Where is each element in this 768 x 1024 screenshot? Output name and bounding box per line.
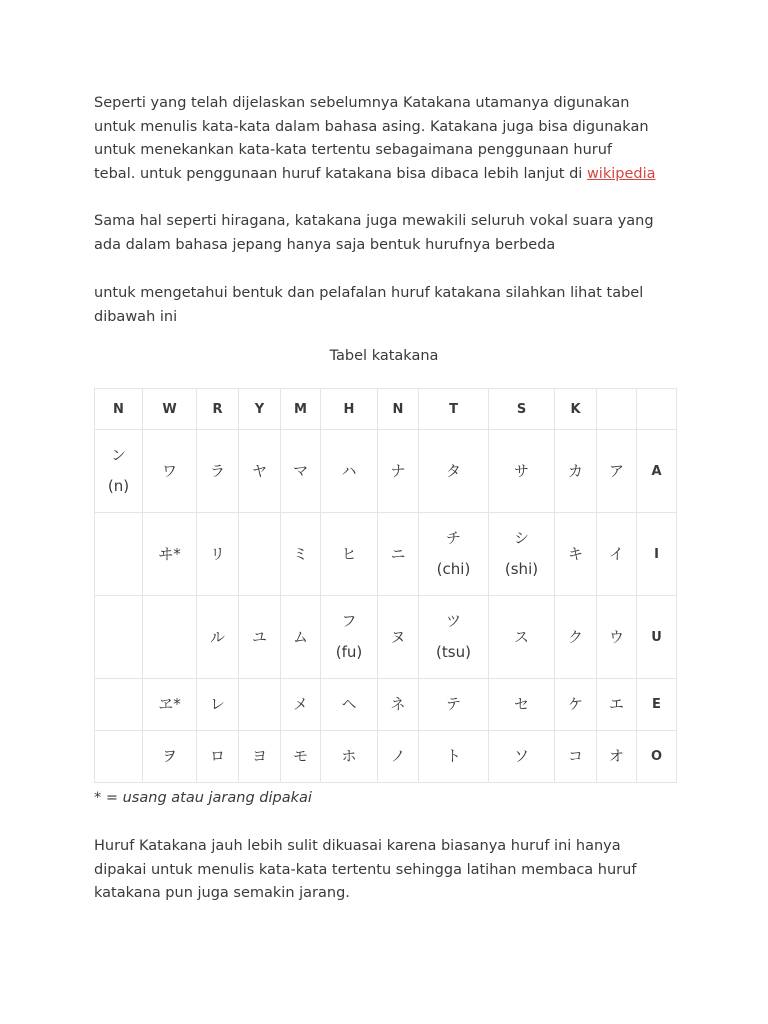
- column-header: W: [143, 389, 197, 430]
- intro-paragraph: [94, 92, 694, 186]
- table-intro-paragraph: [94, 282, 694, 329]
- kana-cell: [321, 731, 378, 783]
- vowel-cell: [637, 513, 677, 596]
- kana-char: ウ: [608, 627, 624, 646]
- kana-char: セ: [513, 695, 529, 713]
- kana-cell: [555, 596, 597, 679]
- kana-cell: [555, 513, 597, 596]
- kana-cell: [419, 679, 489, 731]
- katakana-table: [94, 388, 677, 783]
- kana-char: ヌ: [390, 627, 406, 646]
- kana-char: ク: [567, 627, 583, 646]
- kana-char: レ: [209, 695, 225, 713]
- kana-cell: [321, 430, 378, 513]
- kana-cell: [555, 731, 597, 783]
- kana-char: ハ: [341, 461, 357, 480]
- kana-cell: [95, 731, 143, 783]
- kana-cell: [281, 596, 321, 679]
- kana-cell: [197, 596, 239, 679]
- kana-char: エ: [608, 695, 624, 713]
- kana-cell: [419, 430, 489, 513]
- kana-char: ホ: [341, 747, 357, 765]
- kana-cell: [555, 430, 597, 513]
- table-intro-line-2: dibawah ini: [94, 308, 178, 325]
- column-header: N: [378, 389, 419, 430]
- kana-char: ワ: [161, 461, 177, 480]
- kana-char: ソ: [513, 747, 529, 765]
- kana-cell: [378, 731, 419, 783]
- closing-line-3: katakana pun juga semakin jarang.: [94, 885, 350, 901]
- kana-char: ヰ*: [158, 544, 181, 563]
- kana-cell: [378, 430, 419, 513]
- column-header: K: [555, 389, 597, 430]
- vowel-line-2: ada dalam bahasa jepang hanya saja bentuk hurufnya berbeda: [94, 236, 556, 253]
- kana-char: ス: [513, 627, 529, 646]
- kana-char: テ: [445, 695, 461, 713]
- kana-cell: [555, 679, 597, 731]
- table-intro-line-1: untuk mengetahui bentuk dan pelafalan huruf katakana silahkan lihat tabel: [94, 285, 644, 301]
- table-row: [95, 731, 677, 783]
- kana-cell: [321, 596, 378, 679]
- column-header: S: [489, 389, 555, 430]
- intro-line-3: untuk menekankan kata-kata tertentu sebagaimana penggunaan huruf: [94, 142, 613, 158]
- kana-char: E: [652, 697, 661, 712]
- kana-cell: [378, 596, 419, 679]
- kana-romaji: (tsu): [436, 643, 471, 661]
- kana-char: イ: [608, 544, 624, 563]
- kana-char: ン: [110, 446, 126, 464]
- column-header: N: [95, 389, 143, 430]
- column-header: H: [321, 389, 378, 430]
- kana-char: ミ: [292, 544, 308, 563]
- kana-cell: [239, 731, 281, 783]
- intro-line-2: untuk menulis kata-kata dalam bahasa asing. Katakana juga bisa digunakan: [94, 118, 649, 135]
- kana-cell: [378, 513, 419, 596]
- kana-char: オ: [608, 747, 624, 765]
- table-header-row: [95, 389, 677, 430]
- kana-char: キ: [567, 544, 583, 563]
- kana-char: U: [651, 629, 662, 645]
- kana-cell: [419, 513, 489, 596]
- kana-cell: [489, 430, 555, 513]
- kana-romaji: (n): [107, 477, 130, 495]
- kana-char: I: [654, 546, 659, 562]
- kana-romaji: (fu): [335, 643, 363, 661]
- kana-cell: [197, 513, 239, 596]
- kana-char: シ: [513, 529, 529, 547]
- kana-cell: [321, 679, 378, 731]
- kana-char: ヱ*: [158, 695, 181, 713]
- kana-cell: [597, 430, 637, 513]
- vowel-cell: [637, 679, 677, 731]
- kana-char: A: [651, 463, 662, 479]
- kana-char: ロ: [209, 747, 225, 765]
- kana-cell: [143, 679, 197, 731]
- kana-char: ラ: [209, 461, 225, 480]
- intro-line-4: tebal. untuk penggunaan huruf katakana bisa dibaca lebih lanjut di: [94, 165, 587, 182]
- kana-char: モ: [292, 747, 308, 765]
- kana-char: O: [650, 749, 663, 764]
- column-header: R: [197, 389, 239, 430]
- kana-char: ケ: [567, 695, 583, 713]
- kana-char: マ: [292, 461, 308, 480]
- kana-cell: [378, 679, 419, 731]
- kana-char: ノ: [390, 747, 406, 765]
- kana-char: サ: [513, 461, 529, 480]
- kana-romaji: (shi): [504, 560, 539, 578]
- column-header: Y: [239, 389, 281, 430]
- table-row: [95, 679, 677, 731]
- kana-cell: [419, 731, 489, 783]
- closing-line-1: Huruf Katakana jauh lebih sulit dikuasai karena biasanya huruf ini hanya: [94, 838, 621, 854]
- kana-char: ヒ: [341, 544, 357, 563]
- kana-cell: [143, 430, 197, 513]
- closing-line-2: dipakai untuk menulis kata-kata tertentu sehingga latihan membaca huruf: [94, 861, 637, 878]
- kana-cell: [239, 513, 281, 596]
- kana-char: ヨ: [251, 747, 267, 765]
- kana-cell: [597, 679, 637, 731]
- kana-cell: [281, 731, 321, 783]
- kana-char: コ: [567, 747, 583, 765]
- kana-cell: [197, 679, 239, 731]
- kana-cell: [489, 596, 555, 679]
- kana-cell: [597, 731, 637, 783]
- kana-cell: [597, 513, 637, 596]
- kana-char: ト: [445, 747, 461, 765]
- kana-cell: [95, 430, 143, 513]
- kana-char: ム: [292, 627, 308, 646]
- kana-cell: [489, 679, 555, 731]
- kana-cell: [95, 679, 143, 731]
- kana-char: フ: [341, 612, 357, 630]
- kana-char: チ: [445, 529, 461, 547]
- vowel-cell: [637, 430, 677, 513]
- kana-char: ア: [608, 461, 624, 480]
- kana-char: タ: [445, 461, 461, 480]
- kana-cell: [197, 430, 239, 513]
- kana-cell: [143, 596, 197, 679]
- kana-cell: [281, 679, 321, 731]
- kana-char: ヤ: [251, 461, 267, 480]
- kana-cell: [239, 679, 281, 731]
- kana-char: ネ: [390, 695, 406, 713]
- kana-cell: [281, 430, 321, 513]
- kana-cell: [239, 596, 281, 679]
- kana-cell: [489, 513, 555, 596]
- kana-romaji: (chi): [436, 560, 471, 578]
- column-header: [637, 389, 677, 430]
- kana-char: ツ: [445, 612, 461, 630]
- kana-char: メ: [292, 695, 308, 713]
- kana-cell: [321, 513, 378, 596]
- kana-cell: [419, 596, 489, 679]
- table-caption: Tabel katakana: [329, 348, 439, 364]
- kana-cell: [597, 596, 637, 679]
- kana-cell: [95, 513, 143, 596]
- kana-char: ニ: [390, 544, 406, 563]
- kana-cell: [197, 731, 239, 783]
- kana-char: カ: [567, 461, 583, 480]
- table-footnote: * = usang atau jarang dipakai: [94, 790, 312, 806]
- vowel-paragraph: [94, 210, 694, 257]
- column-header: [597, 389, 637, 430]
- kana-cell: [95, 596, 143, 679]
- kana-cell: [281, 513, 321, 596]
- vowel-cell: [637, 731, 677, 783]
- intro-line-1: Seperti yang telah dijelaskan sebelumnya Katakana utamanya digunakan: [94, 95, 630, 111]
- kana-char: ヘ: [341, 695, 357, 713]
- kana-cell: [143, 513, 197, 596]
- vowel-line-1: Sama hal seperti hiragana, katakana juga mewakili seluruh vokal suara yang: [94, 213, 654, 229]
- kana-char: ル: [209, 627, 225, 646]
- kana-char: ユ: [251, 627, 267, 646]
- table-row: [95, 596, 677, 679]
- wikipedia-link[interactable]: wikipedia: [586, 165, 656, 182]
- kana-cell: [143, 731, 197, 783]
- vowel-cell: [637, 596, 677, 679]
- table-row: [95, 513, 677, 596]
- column-header: M: [281, 389, 321, 430]
- table-row: [95, 430, 677, 513]
- kana-cell: [239, 430, 281, 513]
- kana-char: リ: [209, 544, 225, 563]
- kana-char: ヲ: [161, 747, 177, 765]
- kana-cell: [489, 731, 555, 783]
- kana-char: ナ: [390, 461, 406, 480]
- column-header: T: [419, 389, 489, 430]
- closing-paragraph: [94, 835, 694, 906]
